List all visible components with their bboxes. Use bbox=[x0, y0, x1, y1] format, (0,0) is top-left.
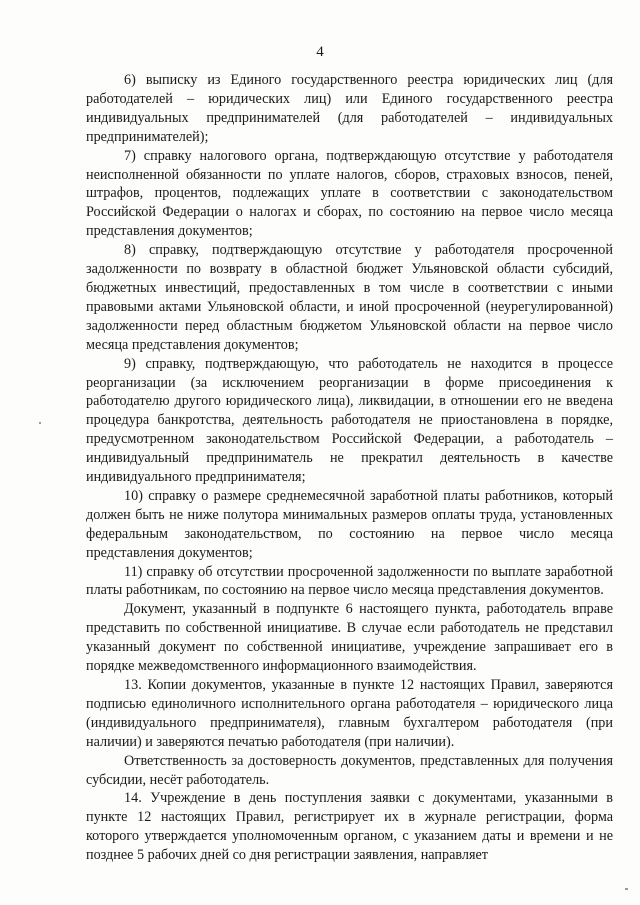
paragraph-responsibility: Ответственность за достоверность документов, представленных для получения субсидии, несёт работодатель. bbox=[86, 752, 613, 788]
page-number: 4 bbox=[316, 44, 324, 60]
paragraph-item-9: 9) справку, подтверждающую, что работодатель не находится в процессе реорганизации (за исключением реорганизации в форме присоединения к работодателю другого юридического лица), ликвидации, в отношении его не введена процедура банкротства, деятельность работодателя не приостановлена в порядке, предусмотренном законодательством Российской Федерации, а работодатель – индивидуальный предприниматель не прекратил деятельность в качестве индивидуального предпринимателя; bbox=[86, 355, 613, 486]
paragraph-document-note: Документ, указанный в подпункте 6 настоящего пункта, работодатель вправе представить по собственной инициативе. В случае если работодатель не представил указанный документ по собственной инициативе, учреждение запрашивает его в порядке межведомственного информационного взаимодействия. bbox=[86, 601, 613, 675]
document-body bbox=[86, 71, 613, 865]
paragraph-item-8: 8) справку, подтверждающую отсутствие у работодателя просроченной задолженности по возврату в областной бюджет Ульяновской области субсидий, бюджетных инвестиций, предоставленных в том числе в соответствии с иными правовыми актами Ульяновской области, и иной просроченной (неурегулированной) задолженности перед областным бюджетом Ульяновской области на первое число месяца представления документов; bbox=[86, 242, 613, 353]
paragraph-item-10: 10) справку о размере среднемесячной заработной платы работников, который должен быть не ниже полутора минимальных размеров оплаты труда, установленных федеральным законодательством, по состоянию на первое число месяца представления документов; bbox=[86, 487, 613, 561]
paragraph-section-14: 14. Учреждение в день поступления заявки с документами, указанными в пункте 12 настоящих Правил, регистрирует их в журнале регистрации, форма которого утверждается уполномоченным органом, с указанием даты и времени и не позднее 5 рабочих дней со дня регистрации заявления, направляет bbox=[86, 790, 613, 864]
paragraph-section-13: 13. Копии документов, указанные в пункте 12 настоящих Правил, заверяются подписью единоличного исполнительного органа работодателя – юридического лица (индивидуального предпринимателя), главным бухгалтером работодателя (при наличии) и заверяются печатью работодателя (при наличии). bbox=[86, 677, 613, 750]
scan-artifact-right bbox=[625, 888, 628, 890]
paragraph-item-11: 11) справку об отсутствии просроченной задолженности по выплате заработной платы работникам, по состоянию на первое число месяца представления документов. bbox=[86, 563, 613, 599]
scan-artifact-left bbox=[39, 422, 41, 424]
paragraph-item-7: 7) справку налогового органа, подтверждающую отсутствие у работодателя неисполненной обязанности по уплате налогов, сборов, страховых взносов, пеней, штрафов, процентов, подлежащих уплате в соответствии с законодательством Российской Федерации о налогах и сборах, по состоянию на первое число месяца представления документов; bbox=[86, 147, 613, 240]
paragraph-item-6: 6) выписку из Единого государственного реестра юридических лиц (для работодателей – юридических лиц) или Единого государственного реестра индивидуальных предпринимателей (для работодателей – индивидуальных предпринимателей); bbox=[86, 72, 613, 145]
